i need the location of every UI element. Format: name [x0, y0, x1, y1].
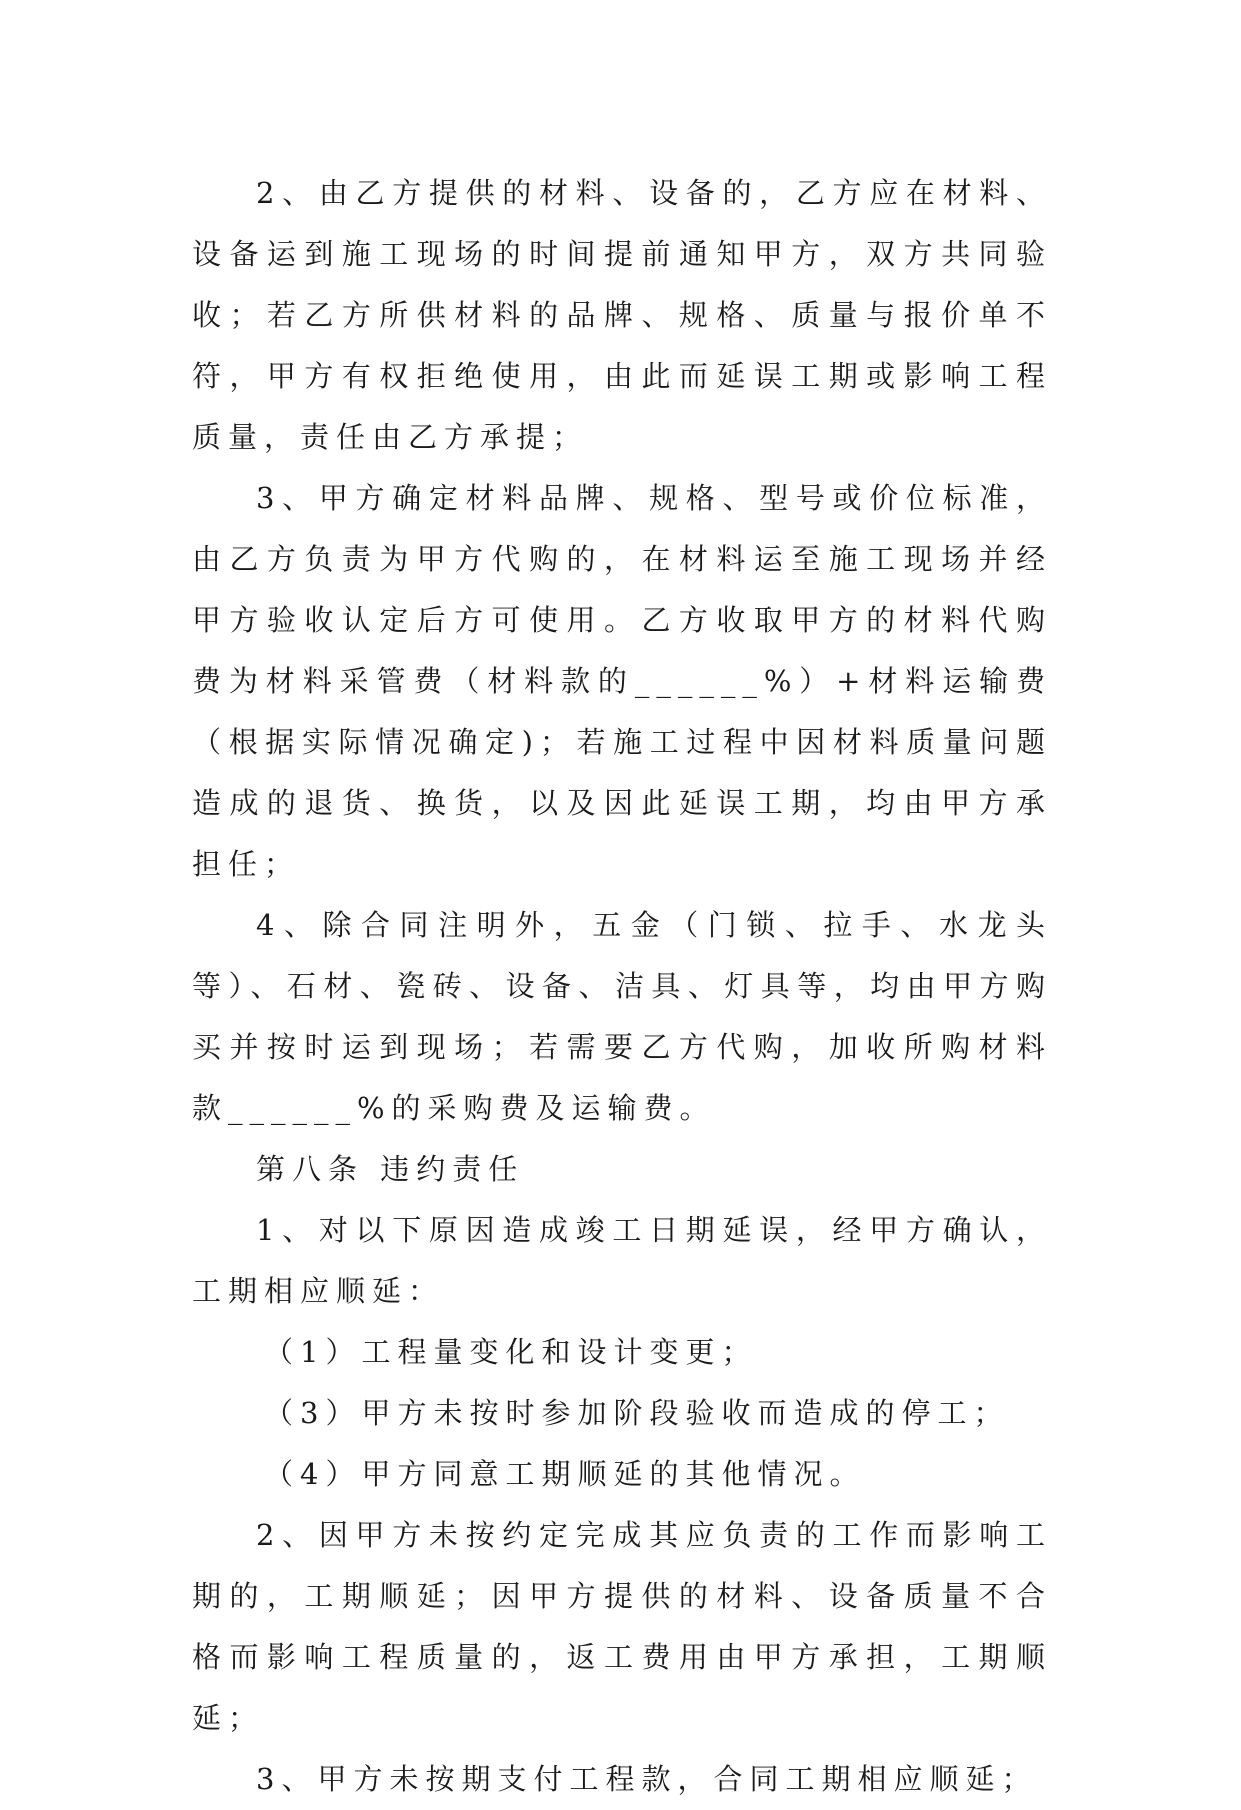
clause-8-item-3: 3、甲方未按期支付工程款，合同工期相应顺延；	[256, 1762, 1038, 1796]
clause-8-item-2: 2、因甲方未按约定完成其应负责的工作而影响工期的，工期顺延；因甲方提供的材料、设备质量不合格而影响工程质量的，返工费用由甲方承担，工期顺延；	[192, 1518, 1052, 1735]
section-heading-article-8: 第八条 违约责任	[256, 1152, 525, 1186]
clause-7-item-3: 3、甲方确定材料品牌、规格、型号或价位标准，由乙方负责为甲方代购的，在材料运至施工现场并经甲方验收认定后方可使用。乙方收取甲方的材料代购费为材料采管费（材料款的______%）+材料运输费（根据实际情况确定)；若施工过程中因材料质量问题造成的退货、换货，以及因此延误工期，均由甲方承担任；	[192, 481, 1052, 881]
clause-8-item-1-sub-4: （4）甲方同意工期顺延的其他情况。	[264, 1457, 866, 1491]
document-body	[192, 163, 1052, 1810]
clause-8-item-1-sub-3: （3）甲方未按时参加阶段验收而造成的停工；	[264, 1396, 1010, 1430]
clause-7-item-2: 2、由乙方提供的材料、设备的，乙方应在材料、设备运到施工现场的时间提前通知甲方，双方共同验收；若乙方所供材料的品牌、规格、质量与报价单不符，甲方有权拒绝使用，由此而延误工期或影响工程质量，责任由乙方承提；	[192, 176, 1052, 454]
clause-8-item-1: 1、对以下原因造成竣工日期延误，经甲方确认，工期相应顺延：	[192, 1213, 1052, 1308]
clause-8-item-1-sub-1: （1）工程量变化和设计变更；	[264, 1335, 758, 1369]
clause-7-item-4: 4、除合同注明外，五金（门锁、拉手、水龙头等）、石材、瓷砖、设备、洁具、灯具等，均由甲方购买并按时运到现场；若需要乙方代购，加收所购材料款______%的采购费及运输费。	[192, 908, 1052, 1125]
